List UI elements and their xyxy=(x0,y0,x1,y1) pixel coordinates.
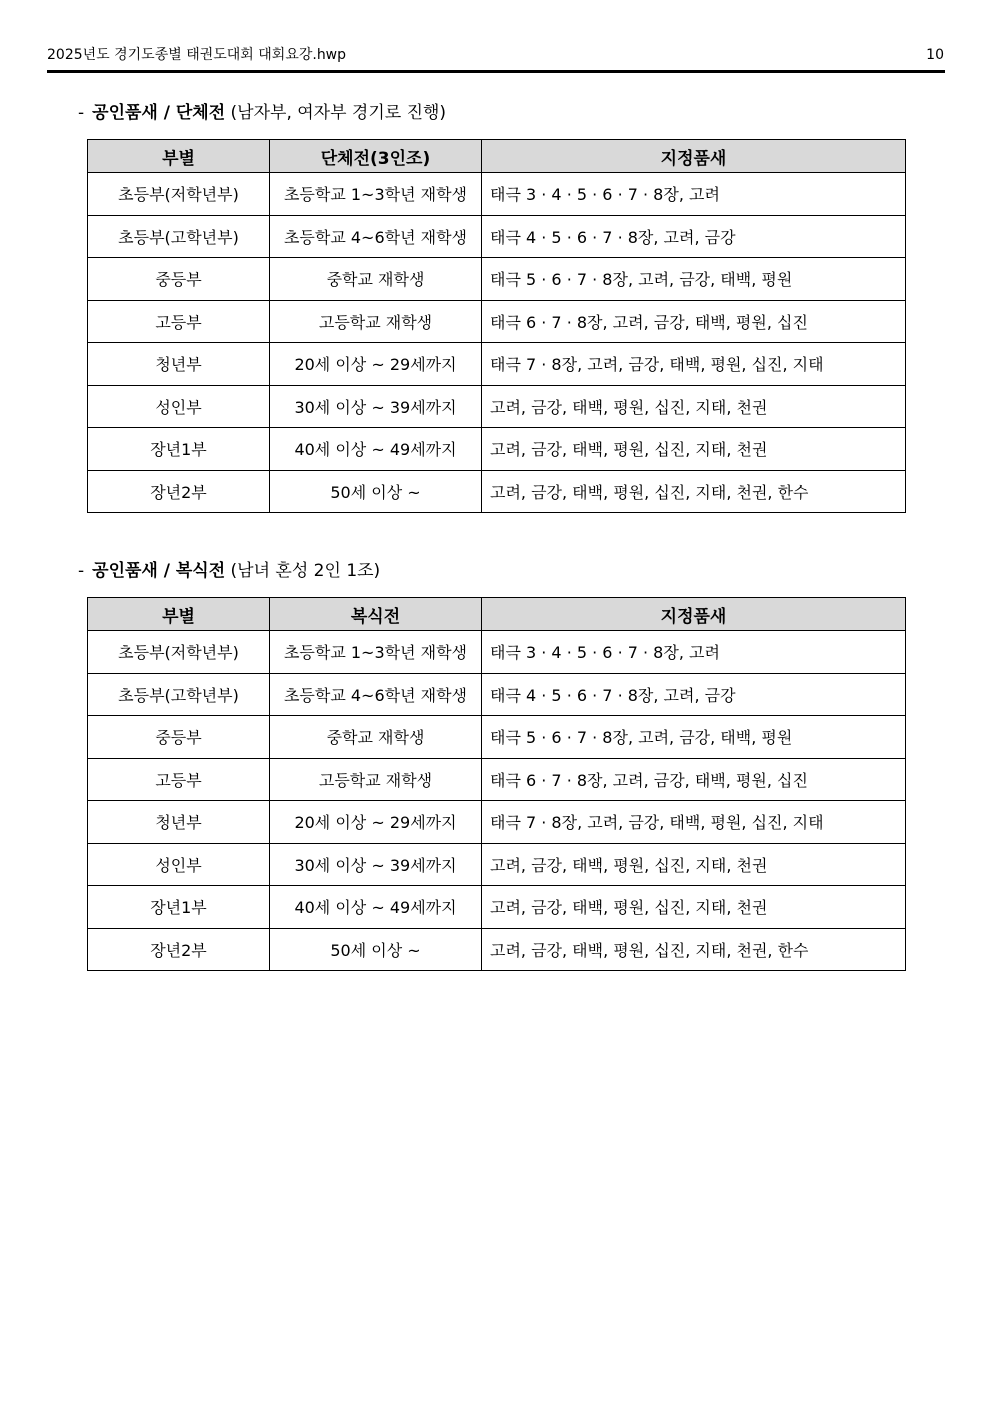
eligibility-cell: 40세 이상 ~ 49세까지 xyxy=(270,428,482,471)
division-cell: 초등부(저학년부) xyxy=(88,631,270,674)
eligibility-cell: 초등학교 4~6학년 재학생 xyxy=(270,215,482,258)
eligibility-cell: 고등학교 재학생 xyxy=(270,758,482,801)
table-row xyxy=(88,758,906,801)
section-title-team xyxy=(78,101,446,125)
poomsae-cell: 태극 6 · 7 · 8장, 고려, 금강, 태백, 평원, 십진 xyxy=(482,758,906,801)
division-cell: 성인부 xyxy=(88,843,270,886)
division-cell: 장년1부 xyxy=(88,428,270,471)
poomsae-cell: 태극 5 · 6 · 7 · 8장, 고려, 금강, 태백, 평원 xyxy=(482,716,906,759)
table-row xyxy=(88,716,906,759)
poomsae-cell: 고려, 금강, 태백, 평원, 십진, 지태, 천권 xyxy=(482,385,906,428)
division-cell: 청년부 xyxy=(88,343,270,386)
table-row xyxy=(88,343,906,386)
page-header xyxy=(47,44,944,66)
poomsae-cell: 태극 6 · 7 · 8장, 고려, 금강, 태백, 평원, 십진 xyxy=(482,300,906,343)
division-cell: 초등부(고학년부) xyxy=(88,673,270,716)
column-header-eligibility: 단체전(3인조) xyxy=(270,140,482,173)
eligibility-cell: 50세 이상 ~ xyxy=(270,928,482,971)
header-divider xyxy=(47,70,945,73)
division-cell: 성인부 xyxy=(88,385,270,428)
division-cell: 고등부 xyxy=(88,758,270,801)
column-header-poomsae: 지정품새 xyxy=(482,140,906,173)
table-row xyxy=(88,385,906,428)
poomsae-cell: 태극 3 · 4 · 5 · 6 · 7 · 8장, 고려 xyxy=(482,173,906,216)
division-cell: 청년부 xyxy=(88,801,270,844)
pair-poomsae-table xyxy=(87,597,906,971)
eligibility-cell: 40세 이상 ~ 49세까지 xyxy=(270,886,482,929)
eligibility-cell: 중학교 재학생 xyxy=(270,258,482,301)
table-row xyxy=(88,173,906,216)
table-row xyxy=(88,886,906,929)
eligibility-cell: 초등학교 4~6학년 재학생 xyxy=(270,673,482,716)
poomsae-cell: 태극 7 · 8장, 고려, 금강, 태백, 평원, 십진, 지태 xyxy=(482,343,906,386)
page-number: 10 xyxy=(926,47,944,63)
table-row xyxy=(88,470,906,513)
table-row xyxy=(88,631,906,674)
column-header-eligibility: 복식전 xyxy=(270,598,482,631)
eligibility-cell: 고등학교 재학생 xyxy=(270,300,482,343)
eligibility-cell: 30세 이상 ~ 39세까지 xyxy=(270,385,482,428)
division-cell: 초등부(저학년부) xyxy=(88,173,270,216)
eligibility-cell: 초등학교 1~3학년 재학생 xyxy=(270,631,482,674)
section-title-bold: 공인품새 / 단체전 xyxy=(92,103,226,123)
division-cell: 장년2부 xyxy=(88,470,270,513)
table-row xyxy=(88,843,906,886)
section-title-bold: 공인품새 / 복식전 xyxy=(92,561,226,581)
column-header-poomsae: 지정품새 xyxy=(482,598,906,631)
poomsae-cell: 태극 4 · 5 · 6 · 7 · 8장, 고려, 금강 xyxy=(482,673,906,716)
eligibility-cell: 20세 이상 ~ 29세까지 xyxy=(270,801,482,844)
section-title-note: (남녀 혼성 2인 1조) xyxy=(230,561,381,581)
division-cell: 중등부 xyxy=(88,258,270,301)
table-header-row xyxy=(88,598,906,631)
table-row xyxy=(88,215,906,258)
poomsae-cell: 태극 7 · 8장, 고려, 금강, 태백, 평원, 십진, 지태 xyxy=(482,801,906,844)
table-row xyxy=(88,801,906,844)
table-row xyxy=(88,928,906,971)
division-cell: 장년1부 xyxy=(88,886,270,929)
division-cell: 중등부 xyxy=(88,716,270,759)
poomsae-cell: 태극 3 · 4 · 5 · 6 · 7 · 8장, 고려 xyxy=(482,631,906,674)
division-cell: 장년2부 xyxy=(88,928,270,971)
table-row xyxy=(88,258,906,301)
table-row xyxy=(88,300,906,343)
section-title-pair xyxy=(78,559,380,583)
division-cell: 초등부(고학년부) xyxy=(88,215,270,258)
poomsae-cell: 고려, 금강, 태백, 평원, 십진, 지태, 천권 xyxy=(482,886,906,929)
poomsae-cell: 태극 4 · 5 · 6 · 7 · 8장, 고려, 금강 xyxy=(482,215,906,258)
poomsae-cell: 고려, 금강, 태백, 평원, 십진, 지태, 천권, 한수 xyxy=(482,928,906,971)
poomsae-cell: 고려, 금강, 태백, 평원, 십진, 지태, 천권, 한수 xyxy=(482,470,906,513)
eligibility-cell: 중학교 재학생 xyxy=(270,716,482,759)
poomsae-cell: 태극 5 · 6 · 7 · 8장, 고려, 금강, 태백, 평원 xyxy=(482,258,906,301)
division-cell: 고등부 xyxy=(88,300,270,343)
eligibility-cell: 50세 이상 ~ xyxy=(270,470,482,513)
eligibility-cell: 초등학교 1~3학년 재학생 xyxy=(270,173,482,216)
poomsae-cell: 고려, 금강, 태백, 평원, 십진, 지태, 천권 xyxy=(482,843,906,886)
document-title: 2025년도 경기도종별 태권도대회 대회요강.hwp xyxy=(47,47,347,63)
poomsae-cell: 고려, 금강, 태백, 평원, 십진, 지태, 천권 xyxy=(482,428,906,471)
table-row xyxy=(88,673,906,716)
table-header-row xyxy=(88,140,906,173)
column-header-division: 부별 xyxy=(88,598,270,631)
team-poomsae-table xyxy=(87,139,906,513)
section-title-note: (남자부, 여자부 경기로 진행) xyxy=(230,103,447,123)
table-row xyxy=(88,428,906,471)
column-header-division: 부별 xyxy=(88,140,270,173)
eligibility-cell: 30세 이상 ~ 39세까지 xyxy=(270,843,482,886)
eligibility-cell: 20세 이상 ~ 29세까지 xyxy=(270,343,482,386)
section-dash: - xyxy=(78,561,85,581)
section-dash: - xyxy=(78,103,85,123)
